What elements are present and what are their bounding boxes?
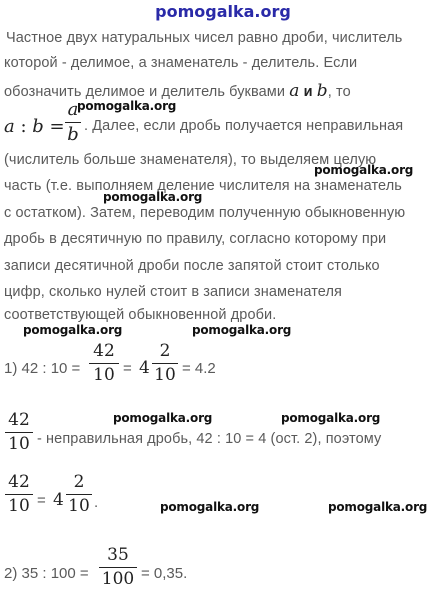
- example-1-result: = 4.2: [182, 360, 216, 377]
- example-1-whole: 4: [139, 358, 150, 378]
- text-line-11: соответствующей обыкновенной дроби.: [4, 307, 277, 323]
- eq-colon: :: [20, 116, 27, 137]
- mixed-fraction-42-10: [5, 474, 33, 515]
- fraction-numerator: 2: [73, 472, 85, 492]
- fraction-numerator: 35: [107, 545, 129, 565]
- fraction-numerator: 42: [8, 410, 30, 430]
- fraction-numerator: 42: [93, 341, 115, 361]
- example-2-result: = 0,35.: [141, 565, 188, 582]
- fraction-bar: [65, 122, 81, 123]
- fraction-numerator: 42: [8, 472, 30, 492]
- text-line-9: записи десятичной дроби после запятой стоит столько: [4, 258, 380, 274]
- fraction-numerator: 2: [159, 341, 171, 361]
- example-2-fraction-35-100: [99, 547, 137, 588]
- fraction-numerator: a: [67, 99, 79, 120]
- example-2-prefix: 2) 35 : 100 =: [4, 565, 89, 582]
- mixed-equals: =: [37, 492, 46, 509]
- text-line-3-end: , то: [327, 84, 351, 100]
- text-line-7: с остатком). Затем, переводим полученную обыкновенную: [4, 205, 406, 221]
- watermark-text: pomogalka.org: [314, 163, 414, 177]
- fraction-denominator: 100: [101, 569, 135, 589]
- text-line-2: которой - делимое, а знаменатель - делитель. Если: [4, 55, 358, 71]
- fraction-bar: [152, 363, 178, 364]
- text-line-8: дробь в десятичную по правилу, согласно которому при: [4, 231, 387, 247]
- mixed-fraction-2-10: [66, 474, 92, 515]
- watermark-text: pomogalka.org: [160, 500, 260, 514]
- mixed-whole: 4: [53, 490, 64, 510]
- eq-var-a: a: [4, 116, 15, 137]
- fraction-denominator: 10: [93, 365, 115, 385]
- text-line-4: . Далее, если дробь получается неправильная: [84, 118, 404, 134]
- fraction-bar: [5, 494, 33, 495]
- watermark-text: pomogalka.org: [23, 323, 123, 337]
- watermark-text: pomogalka.org: [192, 323, 292, 337]
- watermark-text: pomogalka.org: [113, 411, 213, 425]
- text-line-1: Частное двух натуральных чисел равно дроби, числитель: [6, 30, 403, 46]
- mixed-dot: .: [94, 494, 99, 511]
- improper-fraction-42-10: [5, 412, 33, 453]
- watermark-text: pomogalka.org: [281, 411, 381, 425]
- fraction-denominator: 10: [8, 496, 30, 516]
- text-line-3: [4, 81, 351, 101]
- site-header: pomogalka.org: [155, 2, 291, 21]
- fraction-denominator: 10: [154, 365, 176, 385]
- fraction-denominator: 10: [8, 434, 30, 454]
- fraction-denominator: 10: [68, 496, 90, 516]
- conjunction-and: и: [303, 84, 313, 100]
- fraction-bar: [66, 494, 92, 495]
- example-1-prefix: 1) 42 : 10 =: [4, 360, 81, 377]
- watermark-text: pomogalka.org: [103, 190, 203, 204]
- eq-equals: =: [49, 116, 65, 137]
- example-1-equals: =: [123, 360, 132, 377]
- text-line-6: часть (т.е. выполняем деление числителя на знаменатель: [4, 178, 402, 194]
- text-line-3-start: обозначить делимое и делитель буквами: [4, 84, 286, 100]
- equation-lhs: [4, 116, 65, 137]
- text-line-10: цифр, сколько нулей стоит в записи знаменателя: [4, 284, 342, 300]
- fraction-bar: [5, 432, 33, 433]
- example-1-fraction-2-10: [152, 343, 178, 384]
- watermark-text: pomogalka.org: [328, 500, 428, 514]
- watermark-text: pomogalka.org: [77, 99, 177, 113]
- variable-a: a: [289, 81, 300, 101]
- eq-var-b: b: [32, 116, 44, 137]
- fraction-denominator: b: [67, 124, 79, 145]
- text-line-5: (числитель больше знаменателя), то выделяем целую: [4, 152, 377, 168]
- fraction-bar: [89, 363, 119, 364]
- fraction-bar: [99, 567, 137, 568]
- variable-b: b: [316, 81, 328, 101]
- example-1-fraction-42-10: [89, 343, 119, 384]
- improper-text: - неправильная дробь, 42 : 10 = 4 (ост. 2), поэтому: [37, 431, 382, 447]
